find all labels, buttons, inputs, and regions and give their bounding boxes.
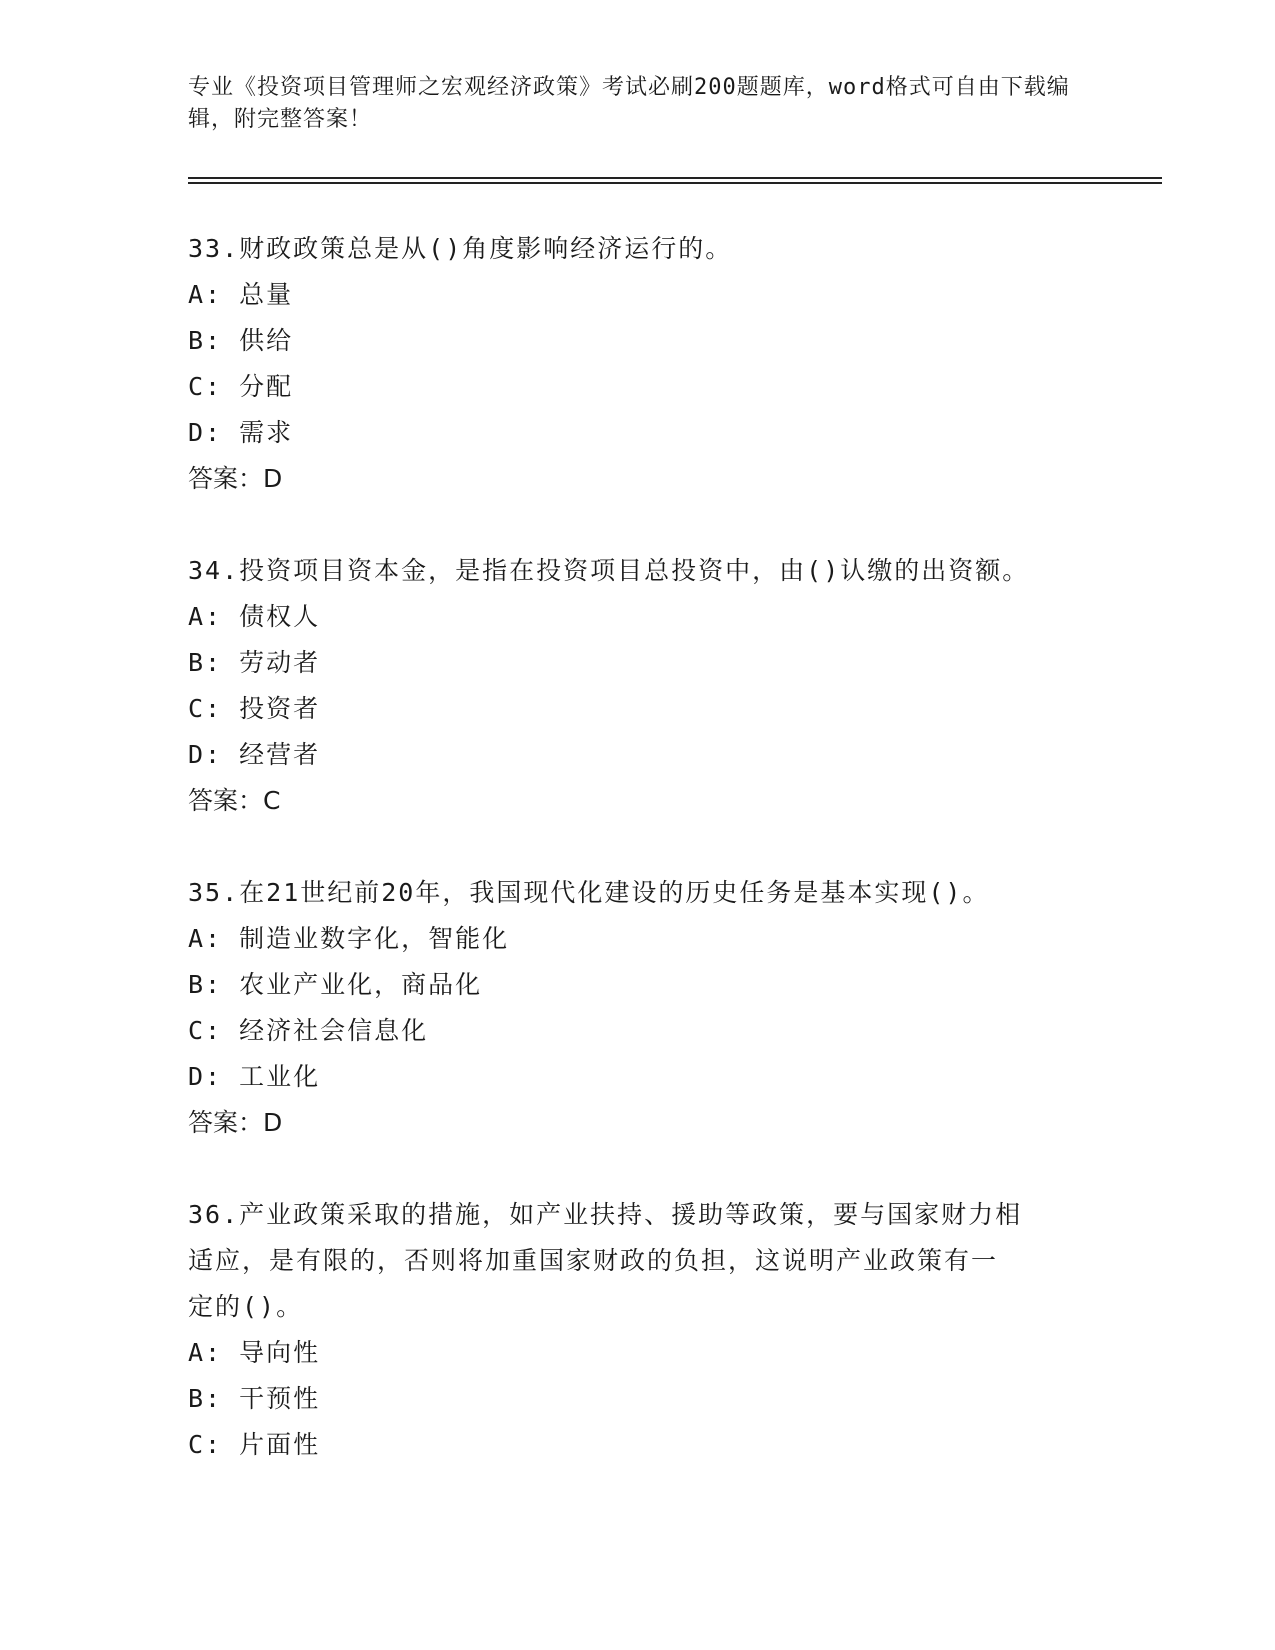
option-a: A: 债权人 (188, 602, 321, 631)
option-a: A: 总量 (188, 280, 294, 309)
answer-line: 答案：D (188, 1108, 283, 1137)
option-c: C: 经济社会信息化 (188, 1016, 429, 1045)
option-a: A: 制造业数字化，智能化 (188, 924, 510, 953)
header-divider-bottom (188, 182, 1162, 184)
option-b: B: 干预性 (188, 1384, 321, 1413)
option-c: C: 投资者 (188, 694, 321, 723)
question-36 (188, 1192, 1088, 1468)
option-b: B: 劳动者 (188, 648, 321, 677)
option-b: B: 农业产业化，商品化 (188, 970, 483, 999)
option-c: C: 分配 (188, 372, 294, 401)
question-33 (188, 226, 1088, 502)
question-stem-line-1: 36.产业政策采取的措施，如产业扶持、援助等政策，要与国家财力相 (188, 1200, 1023, 1229)
option-a: A: 导向性 (188, 1338, 321, 1367)
answer-line: 答案：D (188, 464, 283, 493)
question-35 (188, 870, 1088, 1146)
question-stem: 35.在21世纪前20年，我国现代化建设的历史任务是基本实现()。 (188, 878, 990, 907)
option-d: D: 工业化 (188, 1062, 321, 1091)
option-c: C: 片面性 (188, 1430, 321, 1459)
option-b: B: 供给 (188, 326, 294, 355)
answer-line: 答案：C (188, 786, 281, 815)
option-d: D: 需求 (188, 418, 294, 447)
header-divider-top (188, 177, 1162, 179)
option-d: D: 经营者 (188, 740, 321, 769)
question-34 (188, 548, 1088, 824)
question-stem-line-2: 适应，是有限的，否则将加重国家财政的负担，这说明产业政策有一 (188, 1246, 999, 1275)
question-stem-line-3: 定的()。 (188, 1292, 304, 1321)
question-stem: 34.投资项目资本金，是指在投资项目总投资中，由()认缴的出资额。 (188, 556, 1030, 585)
document-intro: 专业《投资项目管理师之宏观经济政策》考试必刷200题题库，word格式可自由下载编辑，附完整答案！ (188, 75, 1070, 132)
question-stem: 33.财政政策总是从()角度影响经济运行的。 (188, 234, 733, 263)
